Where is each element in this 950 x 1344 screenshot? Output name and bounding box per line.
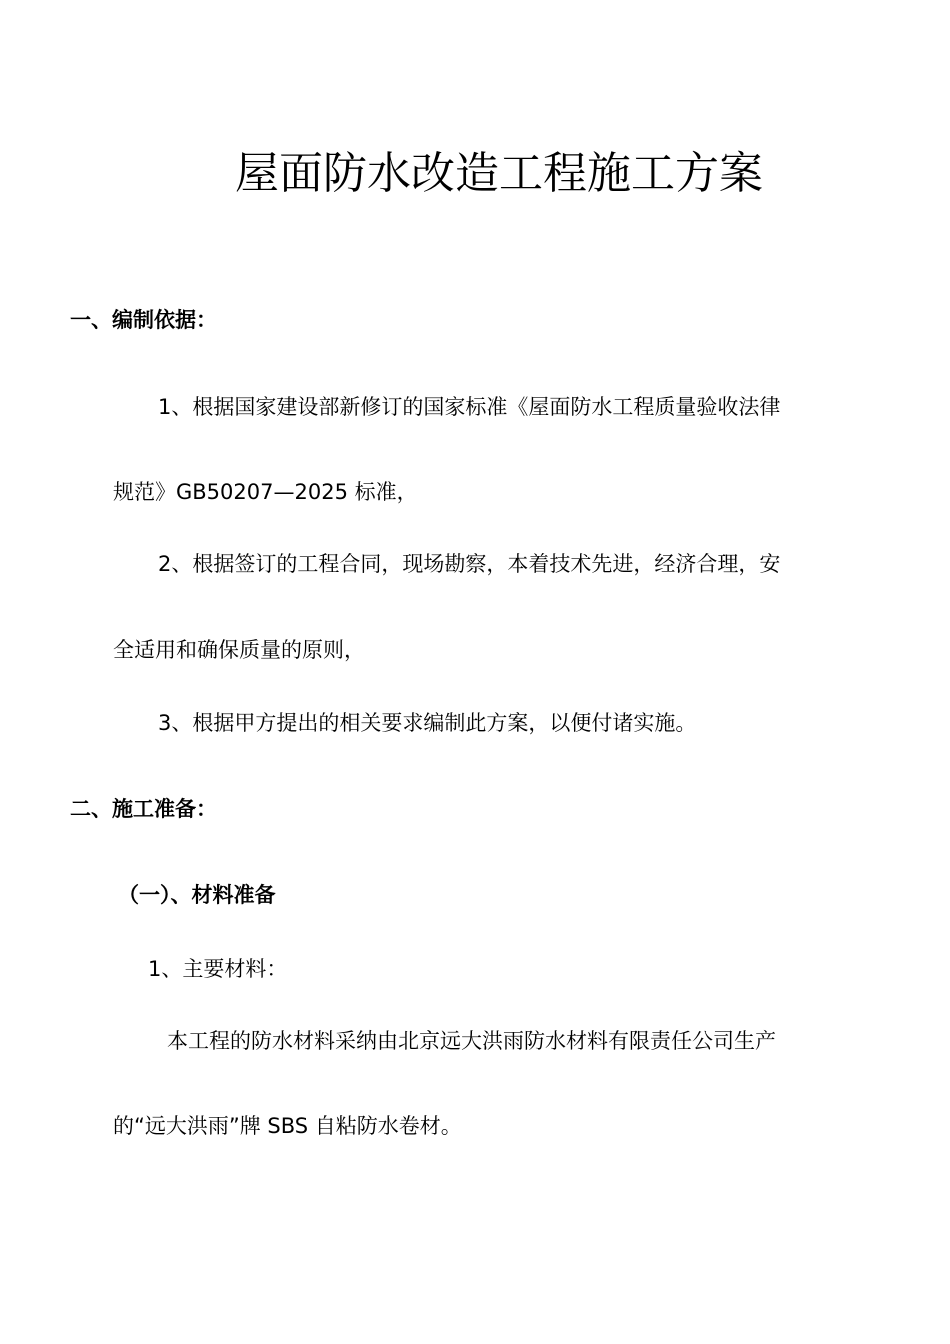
- paragraph-line: 2、根据签订的工程合同，现场勘察，本着技术先进，经济合理，安: [158, 552, 781, 576]
- item-label-main-materials: 1、主要材料：: [148, 957, 288, 981]
- section-heading-preparation: 二、施工准备：: [70, 797, 217, 821]
- paragraph-line: 3、根据甲方提出的相关要求编制此方案，以便付诸实施。: [158, 711, 697, 735]
- paragraph-line: 规范》GB50207—2025 标准，: [113, 480, 418, 504]
- paragraph-line: 本工程的防水材料采纳由北京远大洪雨防水材料有限责任公司生产: [167, 1029, 776, 1053]
- section-heading-basis: 一、编制依据：: [70, 308, 217, 332]
- paragraph-line: 1、根据国家建设部新修订的国家标准《屋面防水工程质量验收法律: [158, 395, 781, 419]
- paragraph-line: 全适用和确保质量的原则，: [113, 638, 365, 662]
- paragraph-line: 的“远大洪雨”牌 SBS 自粘防水卷材。: [113, 1114, 462, 1138]
- subsection-heading-materials: （一）、材料准备: [118, 883, 276, 907]
- page-title: 屋面防水改造工程施工方案: [235, 148, 763, 199]
